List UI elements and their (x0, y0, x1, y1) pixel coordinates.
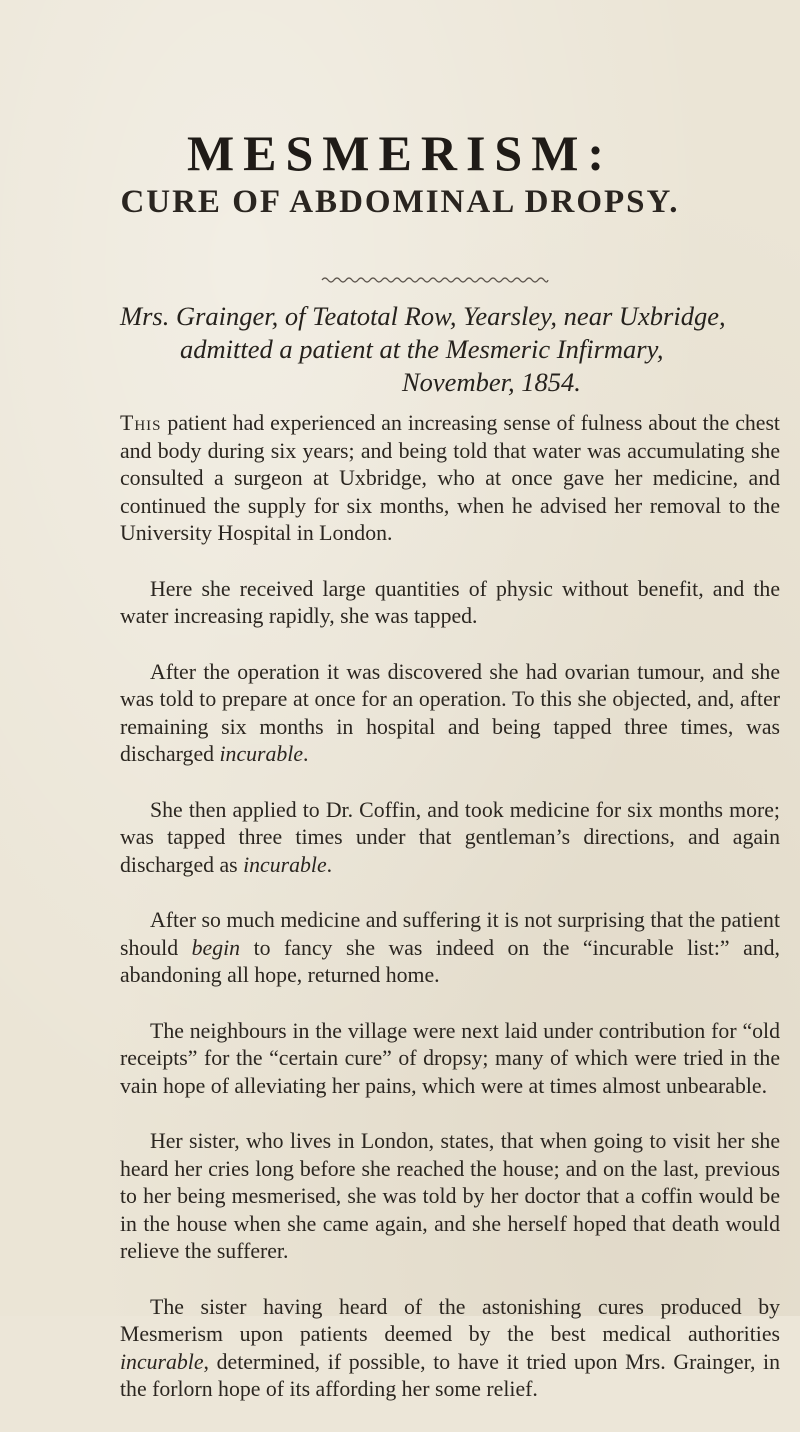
paragraph-1 (120, 410, 780, 548)
intro-line-3: November, 1854. (402, 367, 581, 397)
paragraph-emphasis: incurable (219, 742, 304, 766)
paragraph-text: She then applied to Dr. Coffin, and took medicine for six months more; was tapped three times under that gentleman’s directions, and again discharged as (120, 797, 780, 877)
paragraph-3 (120, 659, 780, 769)
paragraph-4 (120, 797, 780, 880)
document-title: MESMERISM: (186, 125, 614, 181)
paragraph-emphasis: begin (191, 935, 241, 960)
paragraph-text-end: to fancy she was indeed on the “incurable list:” and, abandoning all hope, returned home. (120, 935, 780, 987)
paragraph-text-end: , determined, if possible, to have it tried upon Mrs. Grainger, in the forlorn hope of its affording her some relief. (120, 1349, 780, 1401)
paragraph-emphasis: incurable (120, 1349, 204, 1374)
paragraph-text: After the operation it was discovered she had ovarian tumour, and she was told to prepare at once for an operation. To this she objected, and, after remaining six months in hospital and being tapped three times, was discharged (120, 659, 780, 766)
paragraph-lead-word: This (120, 411, 162, 435)
paragraph-text: patient had experienced an increasing sense of fulness about the chest and body during six years; and being told that water was accumulating she consulted a surgeon at Uxbridge, who at once gave her medicine, and continued the supply for six months, when he advised her removal to the University Hospital in London. (120, 411, 780, 545)
paragraph-6 (120, 1018, 780, 1101)
paragraph-text-end: . (326, 852, 333, 877)
paragraph-2 (120, 576, 780, 631)
paragraph-emphasis: incurable (243, 852, 327, 877)
paragraph-text: The sister having heard of the astonishing cures produced by Mesmerism upon patients deemed by the best medical authorities (120, 1294, 780, 1346)
intro-heading (120, 300, 780, 399)
paragraph-text-end: . (303, 742, 309, 766)
document-subtitle: CURE OF ABDOMINAL DROPSY. (120, 184, 680, 220)
paragraph-text: After so much medicine and suffering it is not surprising that the patient should (120, 908, 780, 960)
intro-line-1: Mrs. Grainger, of Teatotal Row, Yearsley, near Uxbridge, (120, 301, 726, 331)
paragraph-text: The neighbours in the village were next laid under contribution for “old receipts” for the “certain cure” of dropsy; many of which were tried in the vain hope of alleviating her pains, which were at times almost unbearable. (120, 1018, 780, 1098)
paragraph-8 (120, 1294, 780, 1404)
decorative-rule (322, 276, 548, 284)
paragraph-7 (120, 1128, 780, 1266)
paragraph-text: Here she received large quantities of physic without benefit, and the water increasing rapidly, she was tapped. (120, 576, 780, 628)
paragraph-5 (120, 907, 780, 990)
intro-line-2: admitted a patient at the Mesmeric Infirmary, (180, 334, 664, 364)
article-body (120, 410, 780, 1432)
paragraph-text: Her sister, who lives in London, states, that when going to visit her she heard her cries long before she reached the house; and on the last, previous to her being mesmerised, she was told by her doctor that a coffin would be in the house when she came again, and she herself hoped that death would relieve the sufferer. (120, 1129, 780, 1263)
